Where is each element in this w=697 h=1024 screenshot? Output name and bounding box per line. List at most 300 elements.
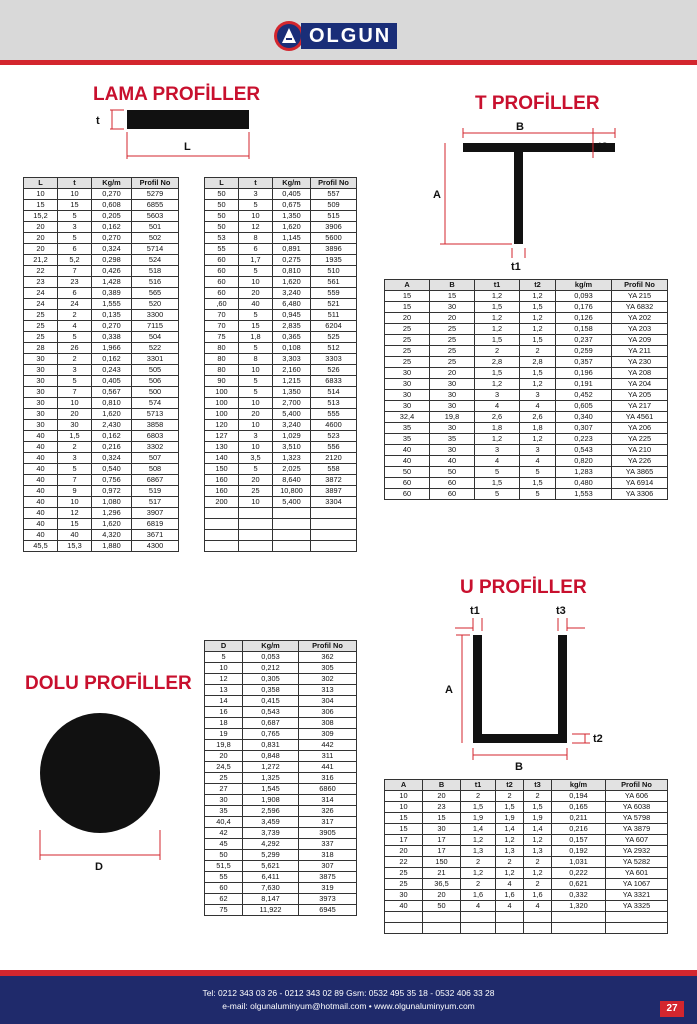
column-header: A [385,780,423,791]
column-header: A [385,280,430,291]
table-cell: YA 203 [612,324,668,335]
table-cell: 60 [385,478,430,489]
table-cell: 2 [58,310,92,321]
table-cell: YA 3306 [612,489,668,500]
table-cell: 0,687 [243,718,299,729]
table-cell: 1,5 [520,335,556,346]
table-cell: 0,605 [556,401,612,412]
table-cell: 558 [311,464,357,475]
table-cell: 3905 [299,828,357,839]
column-header: Kg/m [92,178,132,189]
table-cell: 0,831 [243,740,299,751]
table-cell: 50 [205,211,239,222]
table-row [24,409,179,420]
table-cell: 4300 [132,541,179,552]
table-cell: 60 [385,489,430,500]
table-row [205,894,357,905]
table-row [385,357,668,368]
table-cell: 505 [132,365,179,376]
table-cell: 511 [311,310,357,321]
table-cell: 20 [423,890,461,901]
table-row [205,376,357,387]
table-cell: 1,272 [243,762,299,773]
table-row [205,299,357,310]
table-row [205,762,357,773]
table-row [24,266,179,277]
table-cell: 25 [385,346,430,357]
table-row [205,839,357,850]
lama-table-2 [204,177,357,552]
table-cell: 1,5 [58,431,92,442]
table-row [205,244,357,255]
table-cell: 100 [205,398,239,409]
table-cell: 0,543 [243,707,299,718]
table-cell: 10 [58,398,92,409]
table-row [205,321,357,332]
table-cell: 150 [423,857,461,868]
table-cell: 8,147 [243,894,299,905]
table-cell: 3907 [132,508,179,519]
table-cell: 20 [205,751,243,762]
table-row [385,368,668,379]
table-cell: 0,338 [92,332,132,343]
table-cell: 120 [205,420,239,431]
table-row [205,486,357,497]
table-cell: 305 [299,663,357,674]
table-cell: 13 [205,685,243,696]
table-cell [606,923,668,934]
table-cell: 55 [205,244,239,255]
table-cell: 1,2 [475,434,520,445]
table-cell: 30 [58,420,92,431]
table-cell: YA 209 [612,335,668,346]
table-cell: 0,216 [552,824,606,835]
table-cell: 40 [385,456,430,467]
table-row [205,255,357,266]
t-profil-diagram [430,118,630,278]
column-header: D [205,641,243,652]
table-row [205,354,357,365]
table-cell: 523 [311,431,357,442]
table-cell: 25 [385,868,423,879]
table-cell: 4600 [311,420,357,431]
table-row [205,266,357,277]
table-cell [311,530,357,541]
table-cell: 2,835 [273,321,311,332]
table-cell: 1,2 [475,379,520,390]
table-cell: 2,8 [475,357,520,368]
table-cell: 50 [205,222,239,233]
table-cell: 2 [524,857,552,868]
column-header: t [239,178,273,189]
table-cell: 25 [239,486,273,497]
table-cell: 25 [385,879,423,890]
table-cell: 5,621 [243,861,299,872]
table-row [205,773,357,784]
table-cell: 50 [205,200,239,211]
table-cell: 0,270 [92,189,132,200]
table-cell: 14 [205,696,243,707]
table-cell: 307 [299,861,357,872]
table-cell: 0,157 [552,835,606,846]
table-cell [423,923,461,934]
table-cell: 0,972 [92,486,132,497]
table-cell: 1,8 [475,423,520,434]
table-cell [552,912,606,923]
table-cell: 1,2 [524,868,552,879]
table-cell: 4 [461,901,496,912]
table-cell: 5 [520,489,556,500]
table-cell: 75 [205,332,239,343]
t-dim-b: B [516,121,524,133]
table-cell: 0,162 [92,222,132,233]
u-dim-b: B [515,761,523,773]
table-row [205,343,357,354]
table-header-row [24,178,179,189]
table-cell: YA 1067 [606,879,668,890]
table-cell: 0,053 [243,652,299,663]
table-row [385,868,668,879]
table-cell: 30 [24,354,58,365]
table-cell: 10 [205,663,243,674]
table-cell: 0,223 [556,434,612,445]
table-cell: 53 [205,233,239,244]
table-cell: 4 [524,901,552,912]
table-row [205,409,357,420]
table-cell: 32,4 [385,412,430,423]
table-cell [311,541,357,552]
table-cell: 0,305 [243,674,299,685]
table-cell: 18 [205,718,243,729]
table-cell: 40 [385,445,430,456]
table-cell: 50 [205,850,243,861]
column-header: kg/m [552,780,606,791]
table-cell: 20 [239,288,273,299]
table-cell: 2 [496,791,524,802]
column-header: t1 [461,780,496,791]
table-cell: 1,2 [520,324,556,335]
table-cell: 160 [205,475,239,486]
table-row [205,541,357,552]
table-cell: 319 [299,883,357,894]
table-cell: 0,365 [273,332,311,343]
dolu-title: DOLU PROFİLLER [25,673,192,694]
table-cell: 15,3 [58,541,92,552]
table-cell: 2 [524,791,552,802]
table-row [24,387,179,398]
table-cell: 302 [299,674,357,685]
table-cell: 30 [430,302,475,313]
column-header: B [423,780,461,791]
table-row [385,401,668,412]
table-cell: 1,6 [524,890,552,901]
table-cell: YA 607 [606,835,668,846]
table-cell: 26 [58,343,92,354]
table-cell: 30 [24,398,58,409]
table-cell: 0,608 [92,200,132,211]
table-cell: YA 204 [612,379,668,390]
table-cell: 1,2 [475,313,520,324]
table-cell: 0,389 [92,288,132,299]
table-cell: 517 [132,497,179,508]
table-cell: 521 [311,299,357,310]
table-cell: 17 [385,835,423,846]
table-cell: 0,192 [552,846,606,857]
table-cell: 5 [58,233,92,244]
table-cell: 9 [58,486,92,497]
footer-contact-web: e-mail: olgunaluminyum@hotmail.com • www.olgunaluminyum.com [222,1001,475,1011]
table-cell: 40 [24,431,58,442]
u-dim-t3: t3 [556,605,566,617]
table-cell: 1,8 [520,423,556,434]
table-cell: YA 206 [612,423,668,434]
table-row [24,332,179,343]
table-cell: 441 [299,762,357,773]
table-row [205,806,357,817]
table-cell: 522 [132,343,179,354]
table-cell: 5 [58,332,92,343]
table-cell: 1,3 [461,846,496,857]
table-cell: 561 [311,277,357,288]
table-cell: 60 [205,255,239,266]
table-row [385,879,668,890]
table-cell: 2 [475,346,520,357]
table-cell: 25 [385,324,430,335]
table-cell: 25 [430,335,475,346]
table-row [24,431,179,442]
table-cell: 3,240 [273,288,311,299]
dolu-dim-d: D [95,861,103,873]
table-cell: 5279 [132,189,179,200]
table-row [24,508,179,519]
table-cell: 5 [239,464,273,475]
column-header: Kg/m [243,641,299,652]
table-row [385,901,668,912]
table-row [205,872,357,883]
table-cell: 10 [24,189,58,200]
table-cell: 510 [311,266,357,277]
table-cell: 4 [520,456,556,467]
table-cell: 3,510 [273,442,311,453]
table-cell: 15 [24,200,58,211]
table-cell: 1,2 [524,835,552,846]
table-cell: 5,400 [273,409,311,420]
table-cell: YA 5282 [606,857,668,868]
table-cell: YA 202 [612,313,668,324]
table-cell: 200 [205,497,239,508]
table-row [205,718,357,729]
table-row [205,200,357,211]
table-cell: 515 [311,211,357,222]
table-cell: 1935 [311,255,357,266]
table-cell: 50 [423,901,461,912]
table-cell: 0,357 [556,357,612,368]
table-cell: 0,765 [243,729,299,740]
table-cell: 6803 [132,431,179,442]
column-header: Profil No [606,780,668,791]
table-row [385,346,668,357]
table-cell: 4 [496,879,524,890]
table-cell: 0,158 [556,324,612,335]
table-cell: 10 [385,802,423,813]
table-cell: 2 [496,857,524,868]
table-cell: 308 [299,718,357,729]
table-cell: 0,307 [556,423,612,434]
table-cell: 3 [239,189,273,200]
table-cell: 0,216 [92,442,132,453]
table-cell: 1,8 [239,332,273,343]
table-cell: 516 [132,277,179,288]
table-cell [273,530,311,541]
table-cell: 30 [430,423,475,434]
table-cell [205,519,239,530]
table-cell: 20 [385,313,430,324]
table-cell: 20 [430,368,475,379]
table-cell: 2,025 [273,464,311,475]
table-cell: 1,7 [239,255,273,266]
table-cell: 6 [58,288,92,299]
table-cell: 75 [205,905,243,916]
u-profil-title: U PROFİLLER [460,577,587,598]
table-cell: 80 [205,365,239,376]
table-cell [239,530,273,541]
table-cell: 10 [239,398,273,409]
column-header: t [58,178,92,189]
table-cell: 60 [430,489,475,500]
table-row [385,857,668,868]
table-cell: 130 [205,442,239,453]
table-cell: 60 [205,883,243,894]
table-cell: 501 [132,222,179,233]
table-row [205,696,357,707]
table-cell: 1,2 [461,835,496,846]
table-cell: 1,966 [92,343,132,354]
table-cell: 40 [24,453,58,464]
table-row [385,390,668,401]
u-dim-t2: t2 [593,733,603,745]
table-cell: 1,5 [475,335,520,346]
table-row [385,912,668,923]
table-cell: YA 601 [606,868,668,879]
table-cell: 25 [24,332,58,343]
table-cell: 0,212 [243,663,299,674]
table-row [385,791,668,802]
table-cell: 30 [24,365,58,376]
table-cell: 318 [299,850,357,861]
table-cell: 30 [430,445,475,456]
table-row [205,674,357,685]
table-row [205,420,357,431]
table-cell: 20 [58,409,92,420]
table-cell: 518 [132,266,179,277]
table-cell: 25 [385,335,430,346]
table-row [24,310,179,321]
table-row [205,189,357,200]
table-cell: 442 [299,740,357,751]
table-cell: 30 [385,368,430,379]
table-cell: 6860 [299,784,357,795]
table-cell: 3897 [311,486,357,497]
table-cell: 0,452 [556,390,612,401]
table-cell: 28 [24,343,58,354]
table-cell: 140 [205,453,239,464]
table-cell: 20 [385,846,423,857]
table-cell: 22 [24,266,58,277]
table-row [24,453,179,464]
table-cell: 3 [475,445,520,456]
table-cell: 1,620 [273,277,311,288]
table-cell: 30 [430,401,475,412]
table-cell: 35 [205,806,243,817]
table-cell: 10 [58,497,92,508]
table-row [385,434,668,445]
table-cell: 4,292 [243,839,299,850]
table-cell [205,508,239,519]
table-cell: 27 [205,784,243,795]
table-cell: 1,145 [273,233,311,244]
table-cell [239,541,273,552]
table-cell: 20 [239,475,273,486]
table-row [205,861,357,872]
table-cell: 4 [475,401,520,412]
table-cell: 30 [385,890,423,901]
table-cell: 25 [24,321,58,332]
table-row [24,200,179,211]
column-header: Kg/m [273,178,311,189]
table-row [24,486,179,497]
table-cell [273,508,311,519]
table-row [24,464,179,475]
table-cell: 8 [239,233,273,244]
table-row [205,332,357,343]
table-cell: 90 [205,376,239,387]
table-row [385,489,668,500]
brand-name: OLGUN [301,23,397,49]
table-row [205,310,357,321]
table-cell: 1,428 [92,277,132,288]
table-cell: 5 [58,376,92,387]
table-row [385,445,668,456]
table-cell: 4 [58,321,92,332]
table-cell: 309 [299,729,357,740]
table-cell: 40 [385,901,423,912]
table-cell: 524 [132,255,179,266]
table-cell: 24 [58,299,92,310]
table-cell: 0,093 [556,291,612,302]
table-cell: 7 [58,266,92,277]
table-cell: 3 [520,445,556,456]
table-cell: 1,2 [496,835,524,846]
table-row [385,379,668,390]
table-row [385,335,668,346]
table-cell: 10,800 [273,486,311,497]
table-cell: 2,160 [273,365,311,376]
u-profil-diagram [430,600,630,775]
table-cell: 4 [520,401,556,412]
table-cell [311,508,357,519]
table-cell: 1,2 [520,434,556,445]
table-cell: 3,739 [243,828,299,839]
table-cell: 12 [58,508,92,519]
table-cell: 306 [299,707,357,718]
table-cell: 3300 [132,310,179,321]
table-row [205,850,357,861]
table-cell: 1,5 [475,302,520,313]
table-row [205,464,357,475]
table-cell: 2 [461,857,496,868]
table-cell: 6867 [132,475,179,486]
table-row [205,288,357,299]
